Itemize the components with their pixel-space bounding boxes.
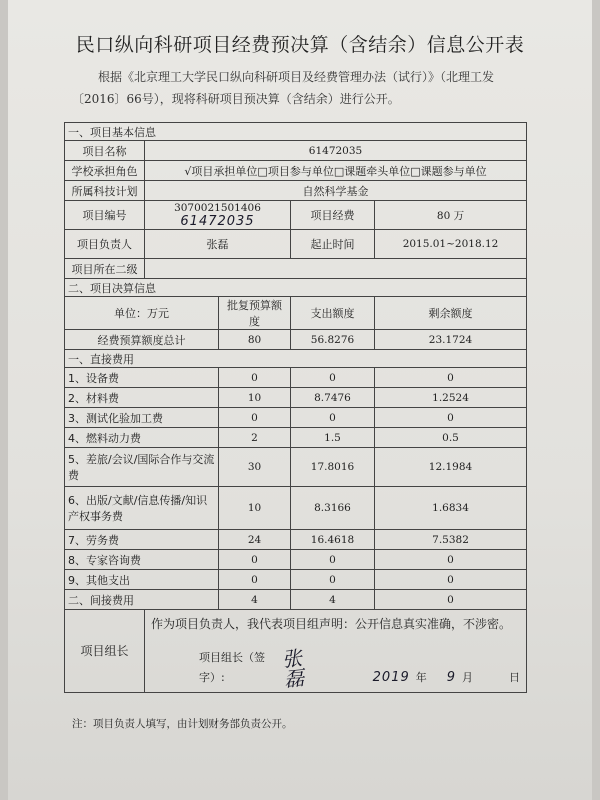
row-project-code	[65, 201, 527, 230]
remaining-value: 0.5	[375, 428, 527, 448]
row-secondary-unit	[65, 259, 527, 279]
row-label: 3、测试化验加工费	[65, 408, 219, 428]
remaining-value: 0	[375, 368, 527, 388]
approved-value: 10	[219, 487, 291, 530]
field-label: 项目名称	[65, 141, 145, 161]
table-row	[65, 570, 527, 590]
signature-line	[151, 645, 521, 692]
approved-value: 24	[219, 530, 291, 550]
paper-sheet	[8, 0, 592, 800]
row-label: 4、燃料动力费	[65, 428, 219, 448]
remaining-value: 0	[375, 590, 527, 610]
field-label: 项目负责人	[65, 230, 145, 259]
spent-value: 8.7476	[291, 388, 375, 408]
spent-value: 0	[291, 368, 375, 388]
table-row	[65, 428, 527, 448]
field-value: 张磊	[145, 230, 291, 259]
table-row	[65, 448, 527, 487]
declaration-label: 项目组长	[65, 610, 145, 693]
signature-label: 项目组长（签字）:	[199, 651, 265, 684]
date-year: 2019	[372, 670, 410, 685]
year-unit: 年	[415, 671, 427, 684]
declaration-cell	[145, 610, 527, 693]
table-row	[65, 368, 527, 388]
field-value	[145, 259, 527, 279]
table-row	[65, 550, 527, 570]
table-row	[65, 530, 527, 550]
handwritten-signature: 张磊	[280, 645, 306, 692]
spent-value: 17.8016	[291, 448, 375, 487]
row-label: 1、设备费	[65, 368, 219, 388]
field-value: 2015.01~2018.12	[375, 230, 527, 259]
spent-value: 4	[291, 590, 375, 610]
section-title: 二、项目决算信息	[65, 279, 527, 297]
indirect-cost-row	[65, 590, 527, 610]
column-header: 批复预算额度	[219, 297, 291, 330]
column-header: 剩余额度	[375, 297, 527, 330]
approved-value: 0	[219, 570, 291, 590]
field-label: 起止时间	[291, 230, 375, 259]
row-label: 7、劳务费	[65, 530, 219, 550]
section-title: 一、项目基本信息	[65, 123, 527, 141]
field-label: 所属科技计划	[65, 181, 145, 201]
spent-value: 0	[291, 550, 375, 570]
budget-header-row	[65, 297, 527, 330]
table-row	[65, 408, 527, 428]
approved-value: 10	[219, 388, 291, 408]
month-unit: 月	[462, 671, 474, 684]
field-value	[145, 201, 291, 230]
disclosure-table	[64, 122, 527, 693]
column-header: 支出额度	[291, 297, 375, 330]
remaining-value: 7.5382	[375, 530, 527, 550]
row-label: 二、间接费用	[65, 590, 219, 610]
section-basic-info	[65, 123, 527, 141]
row-label: 9、其他支出	[65, 570, 219, 590]
declaration-text: 作为项目负责人，我代表项目组声明：公开信息真实准确，不涉密。	[151, 617, 512, 631]
field-label: 学校承担角色	[65, 161, 145, 181]
project-code-handwritten: 61472035	[180, 213, 255, 229]
row-label: 经费预算额度总计	[65, 330, 219, 350]
row-project-name	[65, 141, 527, 161]
remaining-value: 0	[375, 408, 527, 428]
approved-value: 0	[219, 368, 291, 388]
project-code-printed: 3070021501406	[174, 201, 261, 214]
field-value: √项目承担单位□项目参与单位□课题牵头单位□课题参与单位	[145, 161, 527, 181]
column-header: 单位：万元	[65, 297, 219, 330]
field-label: 项目经费	[291, 201, 375, 230]
section-budget-info	[65, 279, 527, 297]
row-label: 一、直接费用	[65, 350, 527, 368]
approved-value: 0	[219, 408, 291, 428]
spent-value: 0	[291, 408, 375, 428]
field-value: 自然科学基金	[145, 181, 527, 201]
remaining-value: 1.6834	[375, 487, 527, 530]
day-unit: 日	[509, 671, 521, 684]
spent-value: 16.4618	[291, 530, 375, 550]
remaining-value: 0	[375, 570, 527, 590]
remaining-value: 12.1984	[375, 448, 527, 487]
approved-value: 0	[219, 550, 291, 570]
approved-value: 2	[219, 428, 291, 448]
row-label: 6、出版/文献/信息传播/知识产权事务费	[65, 487, 219, 530]
field-value: 61472035	[145, 141, 527, 161]
spent-value: 56.8276	[291, 330, 375, 350]
budget-total-row	[65, 330, 527, 350]
spent-value: 1.5	[291, 428, 375, 448]
table-row	[65, 487, 527, 530]
remaining-value: 0	[375, 550, 527, 570]
row-label: 2、材料费	[65, 388, 219, 408]
remaining-value: 23.1724	[375, 330, 527, 350]
declaration-row	[65, 610, 527, 693]
field-label: 项目编号	[65, 201, 145, 230]
approved-value: 4	[219, 590, 291, 610]
field-value: 80 万	[375, 201, 527, 230]
remaining-value: 1.2524	[375, 388, 527, 408]
date-month: 9	[446, 670, 457, 685]
approved-value: 80	[219, 330, 291, 350]
approved-value: 30	[219, 448, 291, 487]
field-label: 项目所在二级	[65, 259, 145, 279]
page-title: 民口纵向科研项目经费预决算（含结余）信息公开表	[75, 34, 525, 56]
row-label: 5、差旅/会议/国际合作与交流费	[65, 448, 219, 487]
direct-cost-header	[65, 350, 527, 368]
row-project-leader	[65, 230, 527, 259]
spent-value: 8.3166	[291, 487, 375, 530]
row-sci-plan	[65, 181, 527, 201]
footnote: 注：项目负责人填写，由计划财务部负责公开。	[72, 718, 293, 730]
intro-paragraph: 根据《北京理工大学民口纵向科研项目及经费管理办法（试行）》（北理工发〔2016〕66号），现将科研项目预决算（含结余）进行公开。	[72, 70, 495, 106]
row-label: 8、专家咨询费	[65, 550, 219, 570]
row-school-role	[65, 161, 527, 181]
spent-value: 0	[291, 570, 375, 590]
table-row	[65, 388, 527, 408]
